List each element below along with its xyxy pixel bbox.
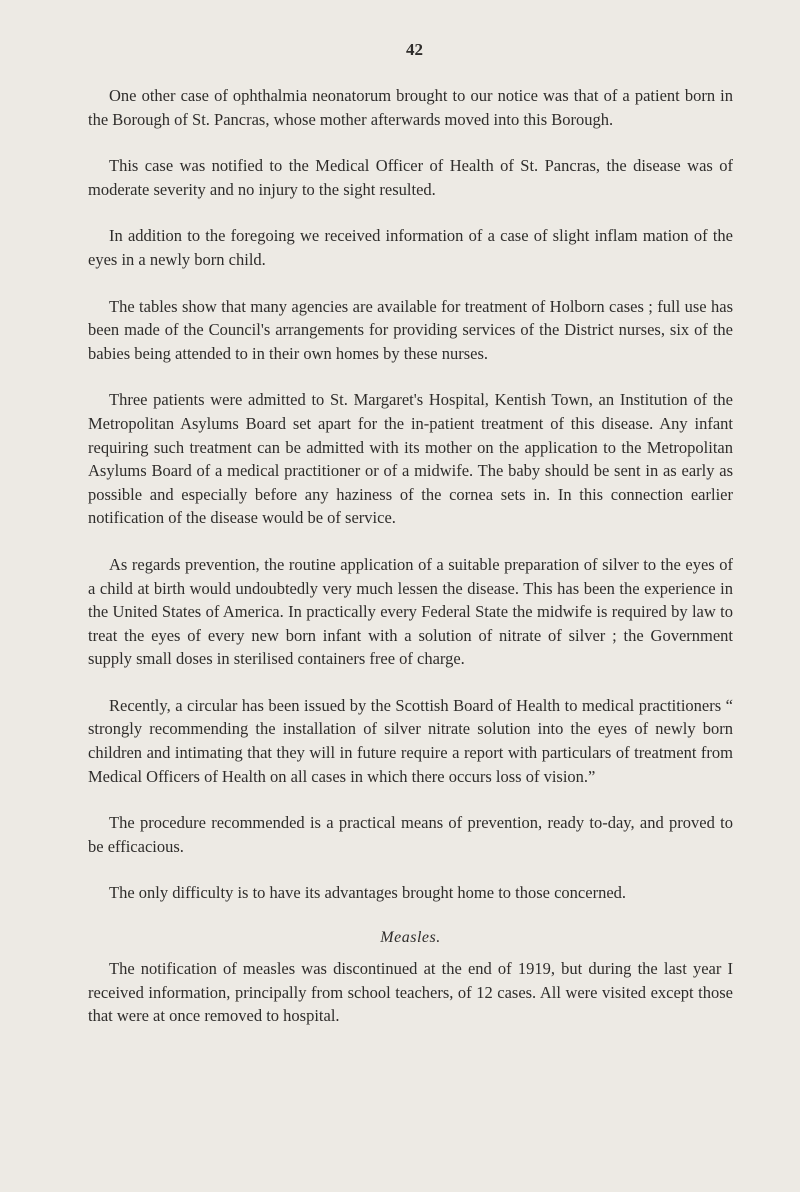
paragraph-procedure: The procedure recommended is a practical means of prevention, ready to-day, and proved to be efficacious. xyxy=(88,813,733,856)
paragraph-measles: The notification of measles was discontinued at the end of 1919, but during the last year I received information, principally from school teachers, of 12 cases. All were visited except those that were at once removed to hospital. xyxy=(88,959,733,1026)
paragraph-notification: This case was notified to the Medical Officer of Health of St. Pancras, the disease was of moderate severity and no injury to the sight resulted. xyxy=(88,156,733,199)
paragraph-prevention: As regards prevention, the routine application of a suitable preparation of silver to the eyes of a child at birth would undoubtedly very much lessen the disease. This has been the experience in the United States of America. In practically every Federal State the midwife is required by law to treat the eyes of every new born infant with a solution of nitrate of silver ; the Government supply small doses in sterilised containers free of charge. xyxy=(88,554,733,669)
page-number: 42 xyxy=(406,40,423,59)
paragraph-difficulty: The only difficulty is to have its advantages brought home to those concerned. xyxy=(109,883,627,903)
paragraph-agencies: The tables show that many agencies are available for treatment of Holborn cases ; full use has been made of the Council's arrangements for providing services of the District nurses, six of the babies being attended to in their own homes by these nurses. xyxy=(88,296,733,363)
section-heading-measles: Measles. xyxy=(380,929,441,947)
paragraph-hospital-admissions: Three patients were admitted to St. Margaret's Hospital, Kentish Town, an Institution of the Metropolitan Asylums Board set apart for the in-patient treatment of this disease. Any infant requiring such treatment can be admitted with its mother on the application to the Metropolitan Asylums Board of a medical practitioner or of a midwife. The baby should be sent in as early as possible and especially before any haziness of the cornea sets in. In this connection earlier notification of the disease would be of service. xyxy=(88,390,733,528)
paragraph-scottish-circular: Recently, a circular has been issued by the Scottish Board of Health to medical practitioners “ strongly recommending the installation of silver nitrate solution into the eyes of newly born children and intimating that they will in future require a report with particulars of treatment from Medical Officers of Health on all cases in which there occurs loss of vision.” xyxy=(88,695,733,786)
paragraph-ophthalmia-case: One other case of ophthalmia neonatorum brought to our notice was that of a patient born in the Borough of St. Pancras, whose mother afterwards moved into this Borough. xyxy=(88,86,733,129)
paragraph-slight-inflammation: In addition to the foregoing we received information of a case of slight inflam mation of the eyes in a newly born child. xyxy=(88,226,733,269)
